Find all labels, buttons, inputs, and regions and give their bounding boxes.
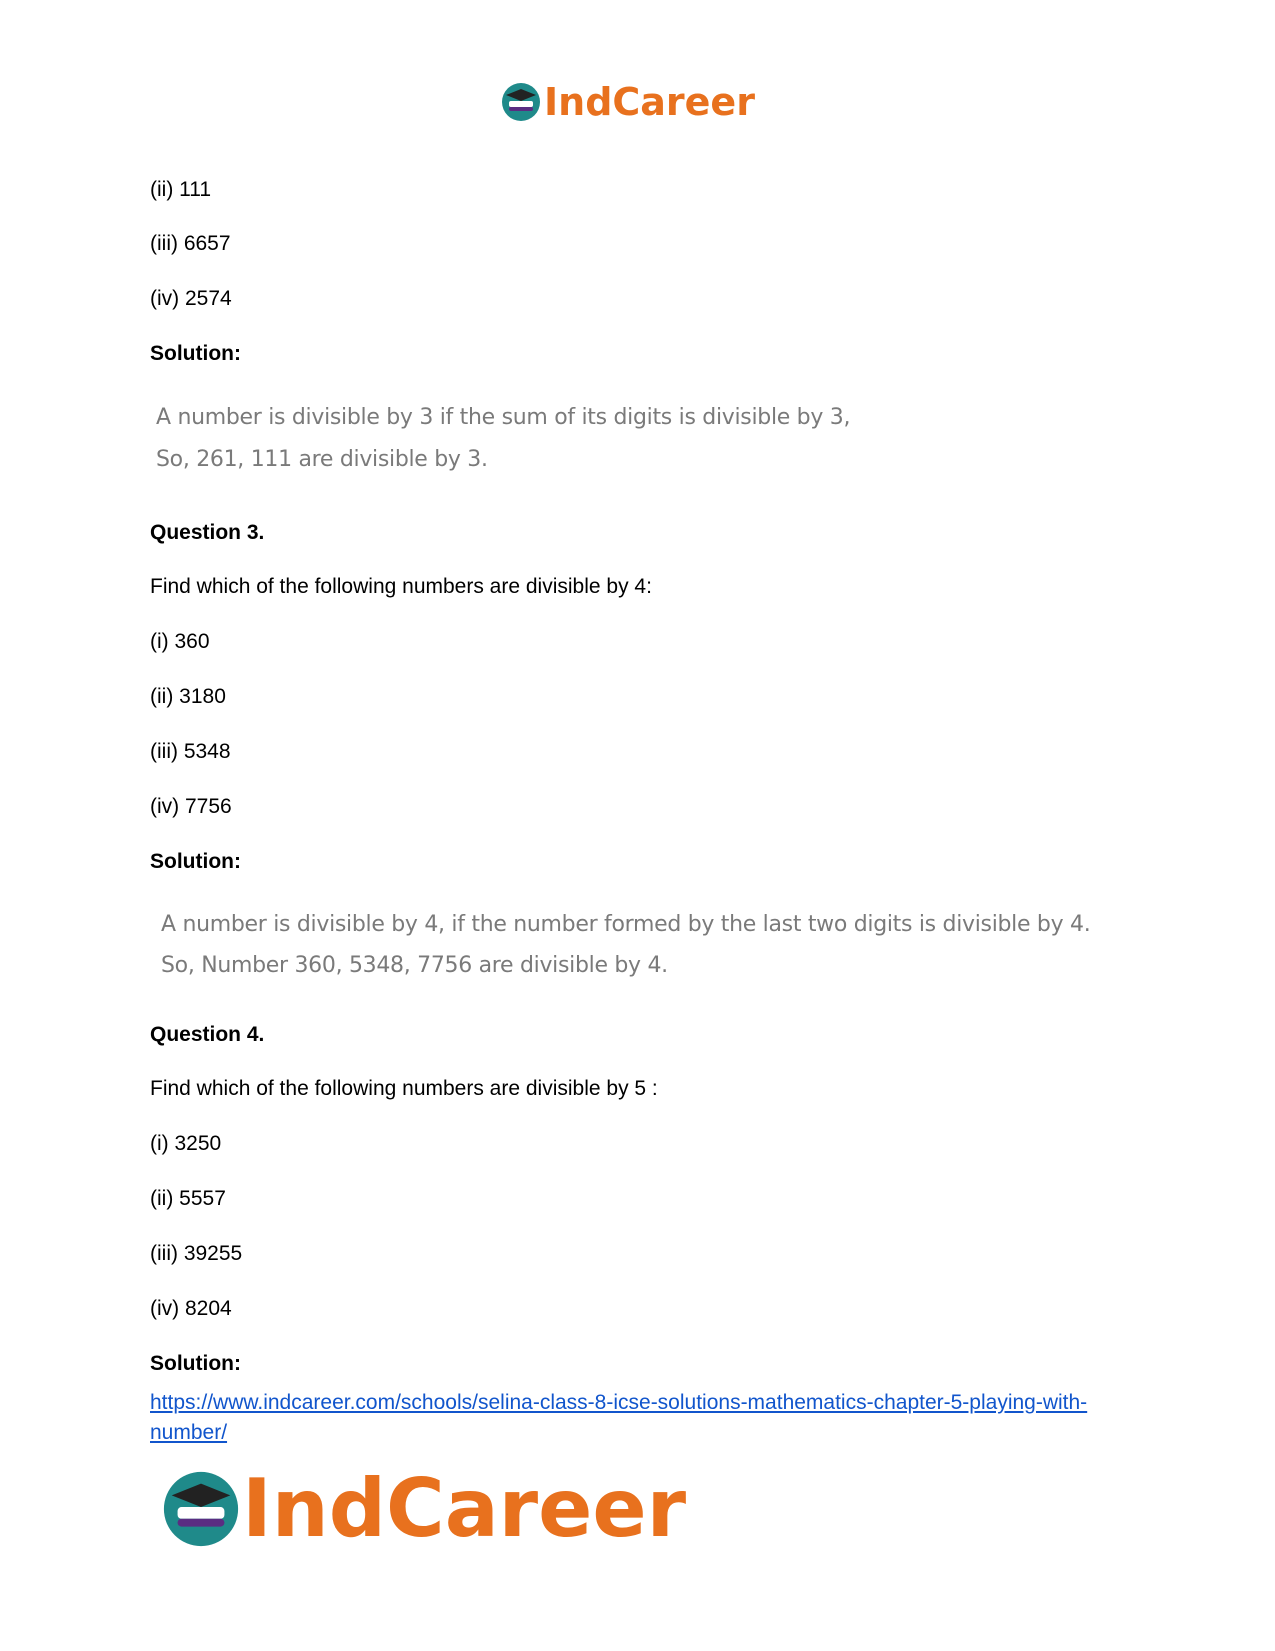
q3-item-ii: (ii) 3180 <box>150 685 226 708</box>
q3-solution-line-1: A number is divisible by 4, if the number formed by the last two digits is divisible by 4. <box>161 912 1091 937</box>
book-graduation-cap-icon <box>500 81 542 123</box>
q3-title: Question 3. <box>150 521 265 544</box>
source-link[interactable]: https://www.indcareer.com/schools/selina-class-8-icse-solutions-mathematics-chapter-5-playing-with-number/ <box>150 1391 1088 1444</box>
q2-solution-line-1: A number is divisible by 3 if the sum of its digits is divisible by 3, <box>156 405 851 430</box>
q4-item-iii: (iii) 39255 <box>150 1242 243 1265</box>
q4-prompt: Find which of the following numbers are divisible by 5 : <box>150 1077 658 1100</box>
q3-solution-line-2: So, Number 360, 5348, 7756 are divisible by 4. <box>161 953 668 978</box>
q3-item-iv: (iv) 7756 <box>150 795 232 818</box>
q3-prompt: Find which of the following numbers are divisible by 4: <box>150 575 652 598</box>
q3-item-i: (i) 360 <box>150 630 210 653</box>
footer-logo <box>160 1462 686 1555</box>
q3-solution-label: Solution: <box>150 850 241 873</box>
header-logo-text: IndCareer <box>544 80 755 124</box>
footer-logo-text: IndCareer <box>242 1462 687 1555</box>
q4-title: Question 4. <box>150 1023 265 1046</box>
q2-solution-label: Solution: <box>150 342 241 365</box>
q2-item-iii: (iii) 6657 <box>150 232 231 255</box>
header-logo <box>500 80 755 124</box>
q4-item-ii: (ii) 5557 <box>150 1187 226 1210</box>
q2-item-ii: (ii) 111 <box>150 178 212 201</box>
q4-solution-label: Solution: <box>150 1352 241 1375</box>
q3-item-iii: (iii) 5348 <box>150 740 231 763</box>
q2-solution-line-2: So, 261, 111 are divisible by 3. <box>156 447 488 472</box>
q2-item-iv: (iv) 2574 <box>150 287 232 310</box>
q4-item-i: (i) 3250 <box>150 1132 222 1155</box>
book-graduation-cap-icon <box>160 1468 242 1550</box>
q4-item-iv: (iv) 8204 <box>150 1297 232 1320</box>
